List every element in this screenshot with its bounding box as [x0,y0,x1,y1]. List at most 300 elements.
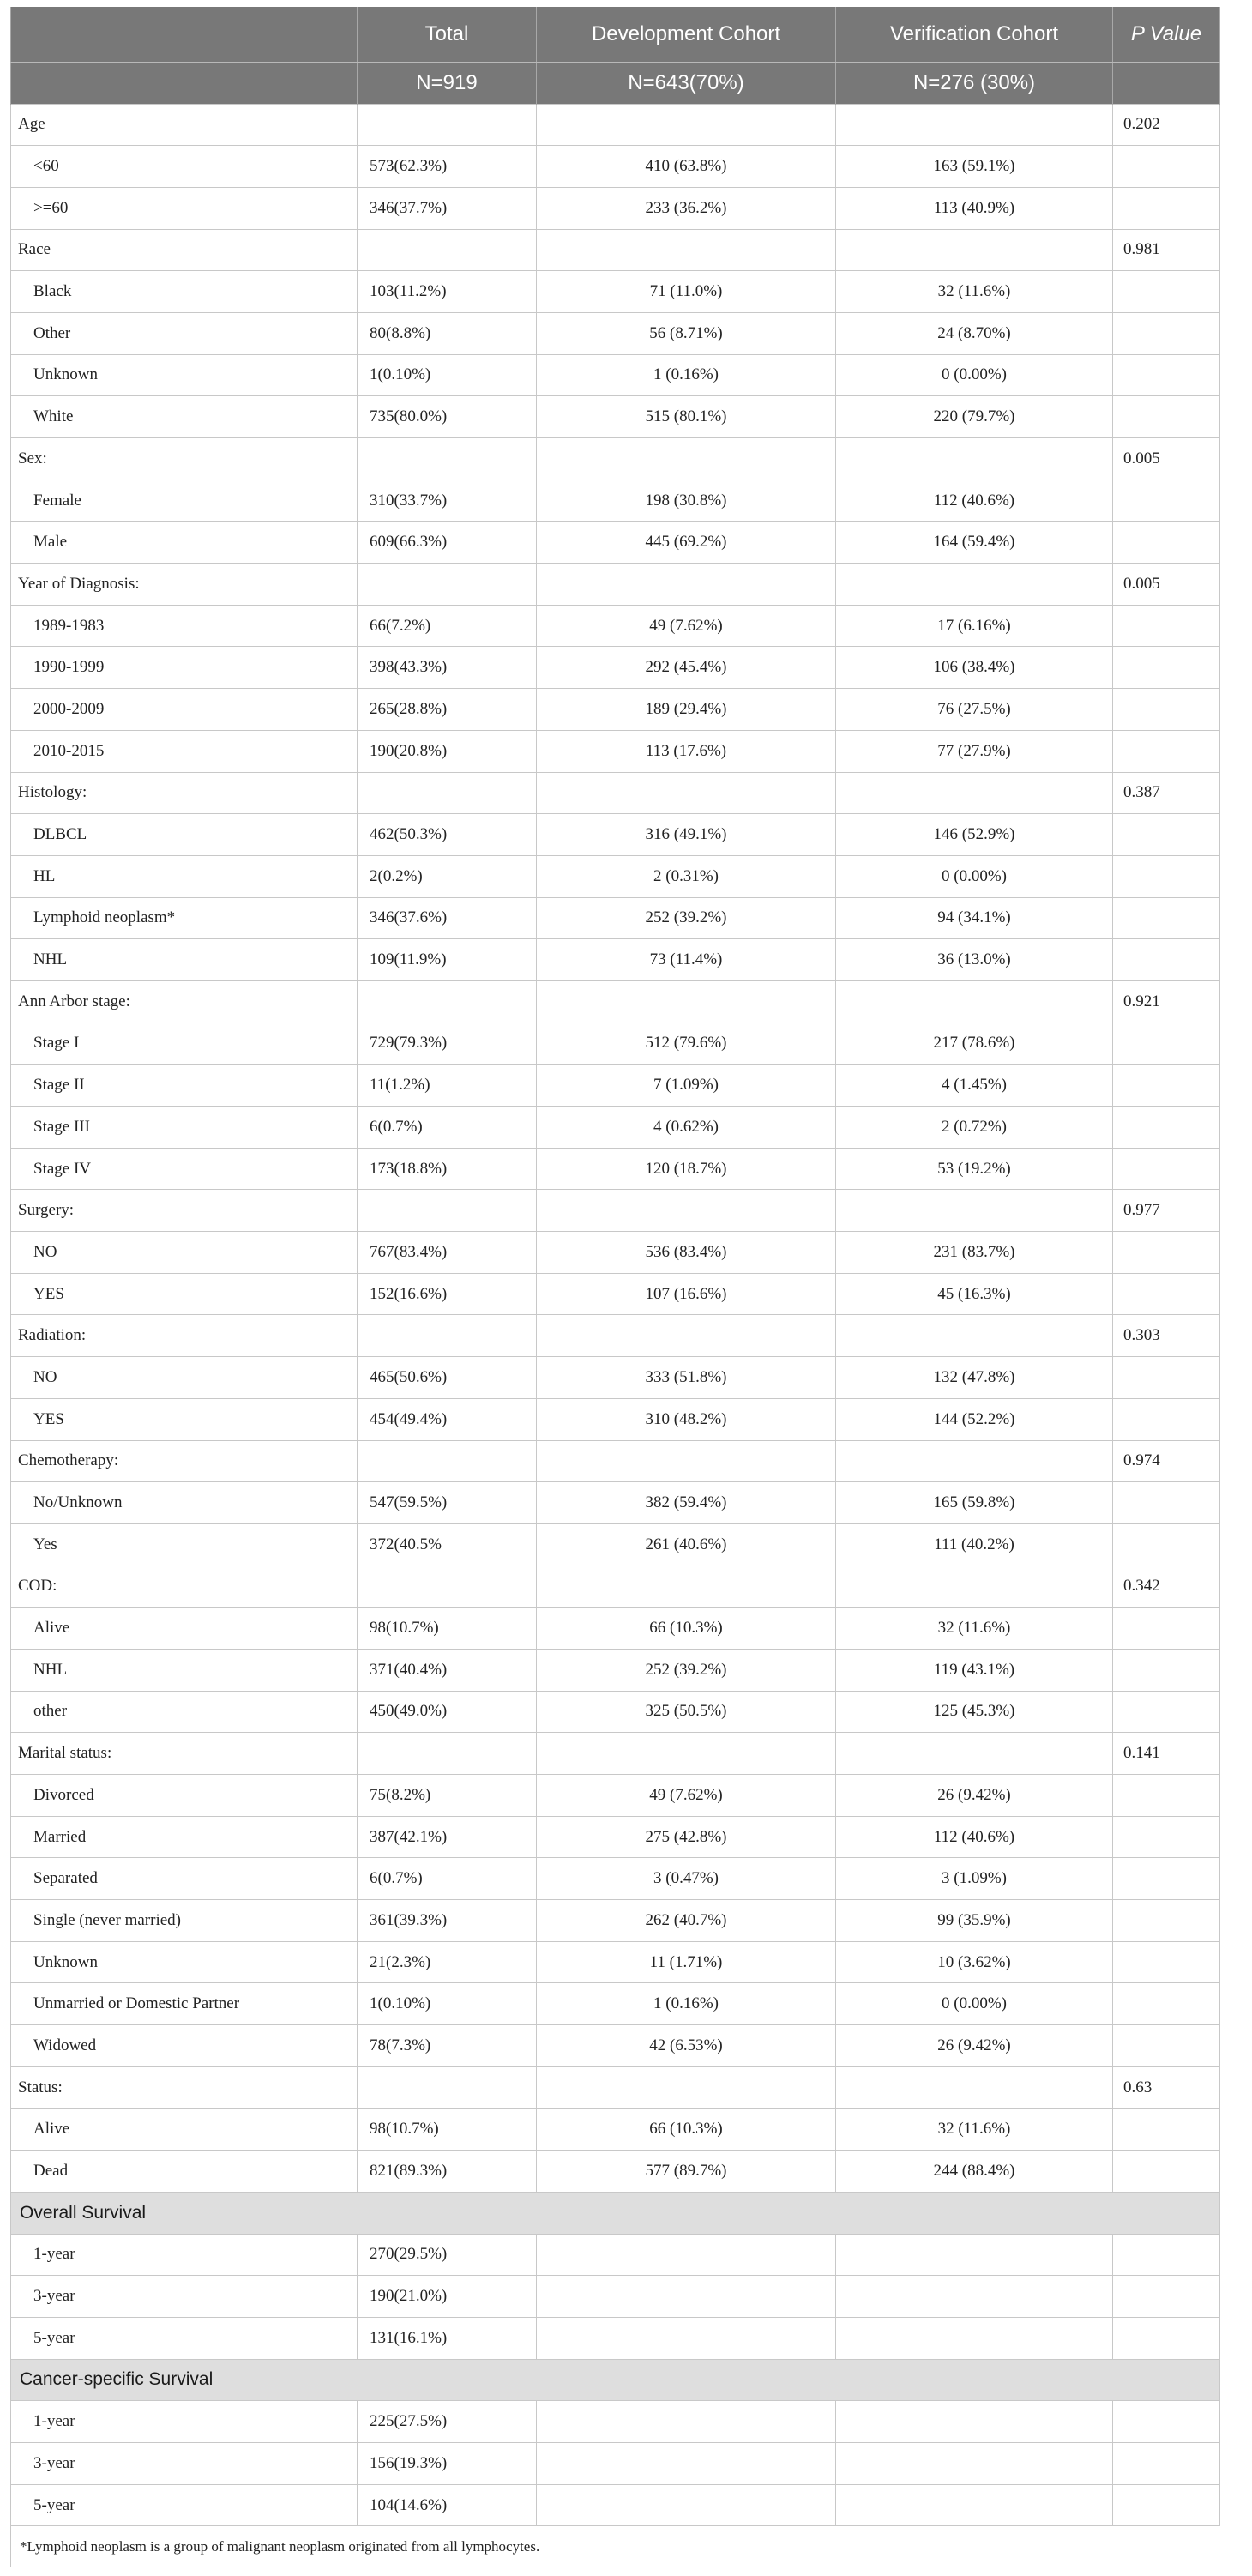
table-row [11,1858,1220,1900]
category-label: Histology: [11,772,358,814]
verification-cell: 32 (11.6%) [836,271,1113,313]
table-row [11,312,1220,354]
category-label: Year of Diagnosis: [11,564,358,606]
header-count-development: N=643(70%) [537,62,836,104]
verification-cell [836,564,1113,606]
verification-cell [836,2234,1113,2276]
verification-cell [836,1733,1113,1775]
p-value-cell: 0.387 [1113,772,1220,814]
category-label: Race [11,229,358,271]
category-row [11,1190,1220,1232]
table-row [11,354,1220,396]
development-cell: 445 (69.2%) [537,522,836,564]
verification-cell [836,1440,1113,1482]
table-row [11,1816,1220,1858]
total-cell: 225(27.5%) [358,2401,537,2443]
total-cell: 462(50.3%) [358,814,537,856]
row-label: 3-year [11,2443,358,2485]
total-cell: 98(10.7%) [358,2108,537,2151]
development-cell: 198 (30.8%) [537,480,836,522]
total-cell: 346(37.6%) [358,897,537,939]
p-value-cell [1113,1107,1220,1149]
total-cell [358,104,537,146]
p-value-cell [1113,1983,1220,2025]
total-cell: 1(0.10%) [358,1983,537,2025]
p-value-cell: 0.974 [1113,1440,1220,1482]
total-cell [358,564,537,606]
header-verification-cohort: Verification Cohort [836,7,1113,62]
total-cell: 6(0.7%) [358,1107,537,1149]
p-value-cell [1113,2484,1220,2526]
table-row [11,1357,1220,1399]
development-cell: 333 (51.8%) [537,1357,836,1399]
verification-cell [836,772,1113,814]
verification-cell: 144 (52.2%) [836,1398,1113,1440]
category-row [11,1440,1220,1482]
p-value-cell [1113,1775,1220,1817]
table-row [11,814,1220,856]
verification-cell: 32 (11.6%) [836,2108,1113,2151]
verification-cell [836,2443,1113,2485]
row-label: Unknown [11,1941,358,1983]
category-label: Marital status: [11,1733,358,1775]
development-cell [537,1315,836,1357]
development-cell: 1 (0.16%) [537,1983,836,2025]
development-cell: 49 (7.62%) [537,1775,836,1817]
verification-cell: 119 (43.1%) [836,1649,1113,1691]
development-cell [537,1733,836,1775]
total-cell: 103(11.2%) [358,271,537,313]
p-value-cell: 0.005 [1113,564,1220,606]
table-body [11,104,1220,2526]
total-cell [358,1733,537,1775]
p-value-cell [1113,2443,1220,2485]
row-label: Lymphoid neoplasm* [11,897,358,939]
development-cell [537,104,836,146]
p-value-cell [1113,1816,1220,1858]
total-cell: 2(0.2%) [358,855,537,897]
row-label: Other [11,312,358,354]
header-row-counts [11,62,1220,104]
total-cell: 80(8.8%) [358,312,537,354]
total-cell: 104(14.6%) [358,2484,537,2526]
total-cell: 173(18.8%) [358,1148,537,1190]
development-cell: 66 (10.3%) [537,2108,836,2151]
p-value-cell [1113,2025,1220,2067]
development-cell: 292 (45.4%) [537,647,836,689]
p-value-cell: 0.005 [1113,438,1220,480]
row-label: 2000-2009 [11,689,358,731]
table-row [11,2025,1220,2067]
development-cell: 56 (8.71%) [537,312,836,354]
development-cell: 73 (11.4%) [537,939,836,981]
table-row [11,522,1220,564]
row-label: <60 [11,146,358,188]
table-row [11,1398,1220,1440]
verification-cell [836,1315,1113,1357]
p-value-cell: 0.141 [1113,1733,1220,1775]
p-value-cell [1113,897,1220,939]
p-value-cell: 0.63 [1113,2066,1220,2108]
verification-cell [836,1190,1113,1232]
category-row [11,564,1220,606]
development-cell: 66 (10.3%) [537,1608,836,1650]
verification-cell: 45 (16.3%) [836,1273,1113,1315]
row-label: 2010-2015 [11,730,358,772]
total-cell: 735(80.0%) [358,396,537,438]
table-row [11,1023,1220,1065]
total-cell: 547(59.5%) [358,1482,537,1524]
p-value-cell [1113,1900,1220,1942]
total-cell [358,229,537,271]
row-label: Stage IV [11,1148,358,1190]
p-value-cell [1113,271,1220,313]
header-count-variable [11,62,358,104]
p-value-cell [1113,146,1220,188]
development-cell: 577 (89.7%) [537,2151,836,2193]
development-cell: 252 (39.2%) [537,897,836,939]
p-value-cell [1113,1608,1220,1650]
development-cell: 262 (40.7%) [537,1900,836,1942]
verification-cell: 2 (0.72%) [836,1107,1113,1149]
verification-cell [836,2484,1113,2526]
table-header [11,7,1220,104]
total-cell: 465(50.6%) [358,1357,537,1399]
verification-cell [836,2401,1113,2443]
category-label: Chemotherapy: [11,1440,358,1482]
p-value-cell [1113,480,1220,522]
table-row [11,855,1220,897]
p-value-cell [1113,312,1220,354]
total-cell: 454(49.4%) [358,1398,537,1440]
total-cell: 372(40.5% [358,1523,537,1566]
verification-cell: 112 (40.6%) [836,1816,1113,1858]
row-label: NHL [11,1649,358,1691]
p-value-cell [1113,1148,1220,1190]
verification-cell: 94 (34.1%) [836,897,1113,939]
row-label: Male [11,522,358,564]
row-label: NO [11,1232,358,1274]
row-label: Female [11,480,358,522]
verification-cell: 26 (9.42%) [836,2025,1113,2067]
development-cell: 275 (42.8%) [537,1816,836,1858]
table-row [11,647,1220,689]
table-row [11,2276,1220,2318]
verification-cell: 0 (0.00%) [836,1983,1113,2025]
verification-cell [836,438,1113,480]
p-value-cell [1113,1065,1220,1107]
row-label: White [11,396,358,438]
table-row [11,480,1220,522]
category-row [11,1315,1220,1357]
table-row [11,2234,1220,2276]
p-value-cell [1113,1023,1220,1065]
development-cell [537,2443,836,2485]
category-label: Radiation: [11,1315,358,1357]
total-cell [358,1566,537,1608]
development-cell: 189 (29.4%) [537,689,836,731]
development-cell: 107 (16.6%) [537,1273,836,1315]
table-row [11,1775,1220,1817]
p-value-cell [1113,855,1220,897]
p-value-cell [1113,1691,1220,1733]
category-row [11,1733,1220,1775]
total-cell: 11(1.2%) [358,1065,537,1107]
development-cell [537,980,836,1023]
development-cell [537,2484,836,2526]
row-label: No/Unknown [11,1482,358,1524]
development-cell: 325 (50.5%) [537,1691,836,1733]
total-cell [358,772,537,814]
row-label: Black [11,271,358,313]
development-cell: 3 (0.47%) [537,1858,836,1900]
verification-cell: 164 (59.4%) [836,522,1113,564]
table-row [11,396,1220,438]
development-cell: 113 (17.6%) [537,730,836,772]
development-cell [537,229,836,271]
row-label: Divorced [11,1775,358,1817]
category-row [11,438,1220,480]
category-row [11,2066,1220,2108]
row-label: Widowed [11,2025,358,2067]
p-value-cell [1113,1273,1220,1315]
total-cell [358,438,537,480]
total-cell: 78(7.3%) [358,2025,537,2067]
p-value-cell [1113,730,1220,772]
verification-cell: 217 (78.6%) [836,1023,1113,1065]
p-value-cell [1113,2108,1220,2151]
table-row [11,187,1220,229]
table-row [11,605,1220,647]
total-cell: 21(2.3%) [358,1941,537,1983]
table-row [11,1148,1220,1190]
verification-cell [836,229,1113,271]
row-label: Stage II [11,1065,358,1107]
total-cell: 361(39.3%) [358,1900,537,1942]
p-value-cell [1113,2234,1220,2276]
total-cell: 66(7.2%) [358,605,537,647]
development-cell: 536 (83.4%) [537,1232,836,1274]
p-value-cell [1113,1482,1220,1524]
total-cell: 75(8.2%) [358,1775,537,1817]
category-label: Sex: [11,438,358,480]
verification-cell: 146 (52.9%) [836,814,1113,856]
table-row [11,271,1220,313]
section-band-row [11,2359,1220,2401]
development-cell [537,564,836,606]
total-cell: 387(42.1%) [358,1816,537,1858]
row-label: Unmarried or Domestic Partner [11,1983,358,2025]
development-cell: 310 (48.2%) [537,1398,836,1440]
verification-cell: 10 (3.62%) [836,1941,1113,1983]
header-variable [11,7,358,62]
verification-cell: 163 (59.1%) [836,146,1113,188]
table-row [11,1608,1220,1650]
category-row [11,229,1220,271]
verification-cell: 77 (27.9%) [836,730,1113,772]
p-value-cell [1113,1649,1220,1691]
verification-cell: 0 (0.00%) [836,354,1113,396]
row-label: NHL [11,939,358,981]
p-value-cell [1113,1357,1220,1399]
development-cell: 42 (6.53%) [537,2025,836,2067]
p-value-cell [1113,647,1220,689]
section-band-label: Overall Survival [11,2192,1220,2234]
row-label: Alive [11,1608,358,1650]
total-cell: 152(16.6%) [358,1273,537,1315]
total-cell [358,980,537,1023]
category-label: COD: [11,1566,358,1608]
verification-cell: 76 (27.5%) [836,689,1113,731]
development-cell: 252 (39.2%) [537,1649,836,1691]
p-value-cell [1113,689,1220,731]
p-value-cell [1113,1398,1220,1440]
table-footnote: *Lymphoid neoplasm is a group of malignant neoplasm originated from all lymphocytes. [10,2526,1219,2567]
row-label: YES [11,1273,358,1315]
table-row [11,1065,1220,1107]
section-band-row [11,2192,1220,2234]
p-value-cell: 0.981 [1113,229,1220,271]
row-label: YES [11,1398,358,1440]
development-cell [537,772,836,814]
p-value-cell [1113,396,1220,438]
total-cell [358,2066,537,2108]
row-label: 1-year [11,2234,358,2276]
p-value-cell [1113,522,1220,564]
p-value-cell [1113,2151,1220,2193]
row-label: 1990-1999 [11,647,358,689]
row-label: Married [11,1816,358,1858]
verification-cell: 244 (88.4%) [836,2151,1113,2193]
category-label: Surgery: [11,1190,358,1232]
category-label: Ann Arbor stage: [11,980,358,1023]
table-row [11,939,1220,981]
header-count-total: N=919 [358,62,537,104]
header-count-p-value [1113,62,1220,104]
development-cell [537,2066,836,2108]
p-value-cell [1113,187,1220,229]
verification-cell: 53 (19.2%) [836,1148,1113,1190]
development-cell: 382 (59.4%) [537,1482,836,1524]
table-row [11,2484,1220,2526]
development-cell [537,2401,836,2443]
total-cell: 156(19.3%) [358,2443,537,2485]
total-cell: 609(66.3%) [358,522,537,564]
verification-cell: 4 (1.45%) [836,1065,1113,1107]
p-value-cell [1113,605,1220,647]
row-label: 1-year [11,2401,358,2443]
table-row [11,2317,1220,2359]
verification-cell: 125 (45.3%) [836,1691,1113,1733]
header-total: Total [358,7,537,62]
total-cell: 270(29.5%) [358,2234,537,2276]
development-cell: 120 (18.7%) [537,1148,836,1190]
development-cell: 11 (1.71%) [537,1941,836,1983]
development-cell: 4 (0.62%) [537,1107,836,1149]
category-row [11,980,1220,1023]
table-row [11,146,1220,188]
table-row [11,730,1220,772]
table-row [11,689,1220,731]
row-label: Yes [11,1523,358,1566]
verification-cell: 0 (0.00%) [836,855,1113,897]
verification-cell: 165 (59.8%) [836,1482,1113,1524]
verification-cell: 26 (9.42%) [836,1775,1113,1817]
total-cell: 98(10.7%) [358,1608,537,1650]
verification-cell: 36 (13.0%) [836,939,1113,981]
total-cell: 821(89.3%) [358,2151,537,2193]
development-cell [537,438,836,480]
verification-cell: 112 (40.6%) [836,480,1113,522]
row-label: 5-year [11,2484,358,2526]
total-cell [358,1190,537,1232]
p-value-cell [1113,1523,1220,1566]
verification-cell [836,2317,1113,2359]
development-cell: 261 (40.6%) [537,1523,836,1566]
development-cell: 512 (79.6%) [537,1023,836,1065]
row-label: >=60 [11,187,358,229]
table-row [11,897,1220,939]
development-cell: 1 (0.16%) [537,354,836,396]
total-cell: 109(11.9%) [358,939,537,981]
development-cell [537,1566,836,1608]
development-cell [537,1190,836,1232]
table-row [11,2108,1220,2151]
category-label: Status: [11,2066,358,2108]
total-cell [358,1315,537,1357]
development-cell: 2 (0.31%) [537,855,836,897]
total-cell: 6(0.7%) [358,1858,537,1900]
category-label: Age [11,104,358,146]
development-cell [537,2276,836,2318]
cohort-characteristics-document [10,7,1219,2567]
total-cell: 573(62.3%) [358,146,537,188]
p-value-cell [1113,1858,1220,1900]
table-row [11,1649,1220,1691]
verification-cell: 111 (40.2%) [836,1523,1113,1566]
development-cell [537,1440,836,1482]
p-value-cell: 0.202 [1113,104,1220,146]
row-label: other [11,1691,358,1733]
total-cell: 1(0.10%) [358,354,537,396]
row-label: Dead [11,2151,358,2193]
development-cell: 515 (80.1%) [537,396,836,438]
development-cell [537,2234,836,2276]
category-row [11,1566,1220,1608]
p-value-cell [1113,2317,1220,2359]
verification-cell: 106 (38.4%) [836,647,1113,689]
table-row [11,2151,1220,2193]
total-cell: 398(43.3%) [358,647,537,689]
row-label: 3-year [11,2276,358,2318]
row-label: 1989-1983 [11,605,358,647]
p-value-cell [1113,2276,1220,2318]
total-cell: 346(37.7%) [358,187,537,229]
p-value-cell [1113,2401,1220,2443]
table-row [11,2401,1220,2443]
verification-cell: 17 (6.16%) [836,605,1113,647]
verification-cell: 3 (1.09%) [836,1858,1113,1900]
section-band-label: Cancer-specific Survival [11,2359,1220,2401]
p-value-cell [1113,354,1220,396]
header-row-titles [11,7,1220,62]
development-cell: 316 (49.1%) [537,814,836,856]
total-cell: 190(21.0%) [358,2276,537,2318]
header-count-verification: N=276 (30%) [836,62,1113,104]
table-row [11,1941,1220,1983]
development-cell: 71 (11.0%) [537,271,836,313]
row-label: Single (never married) [11,1900,358,1942]
